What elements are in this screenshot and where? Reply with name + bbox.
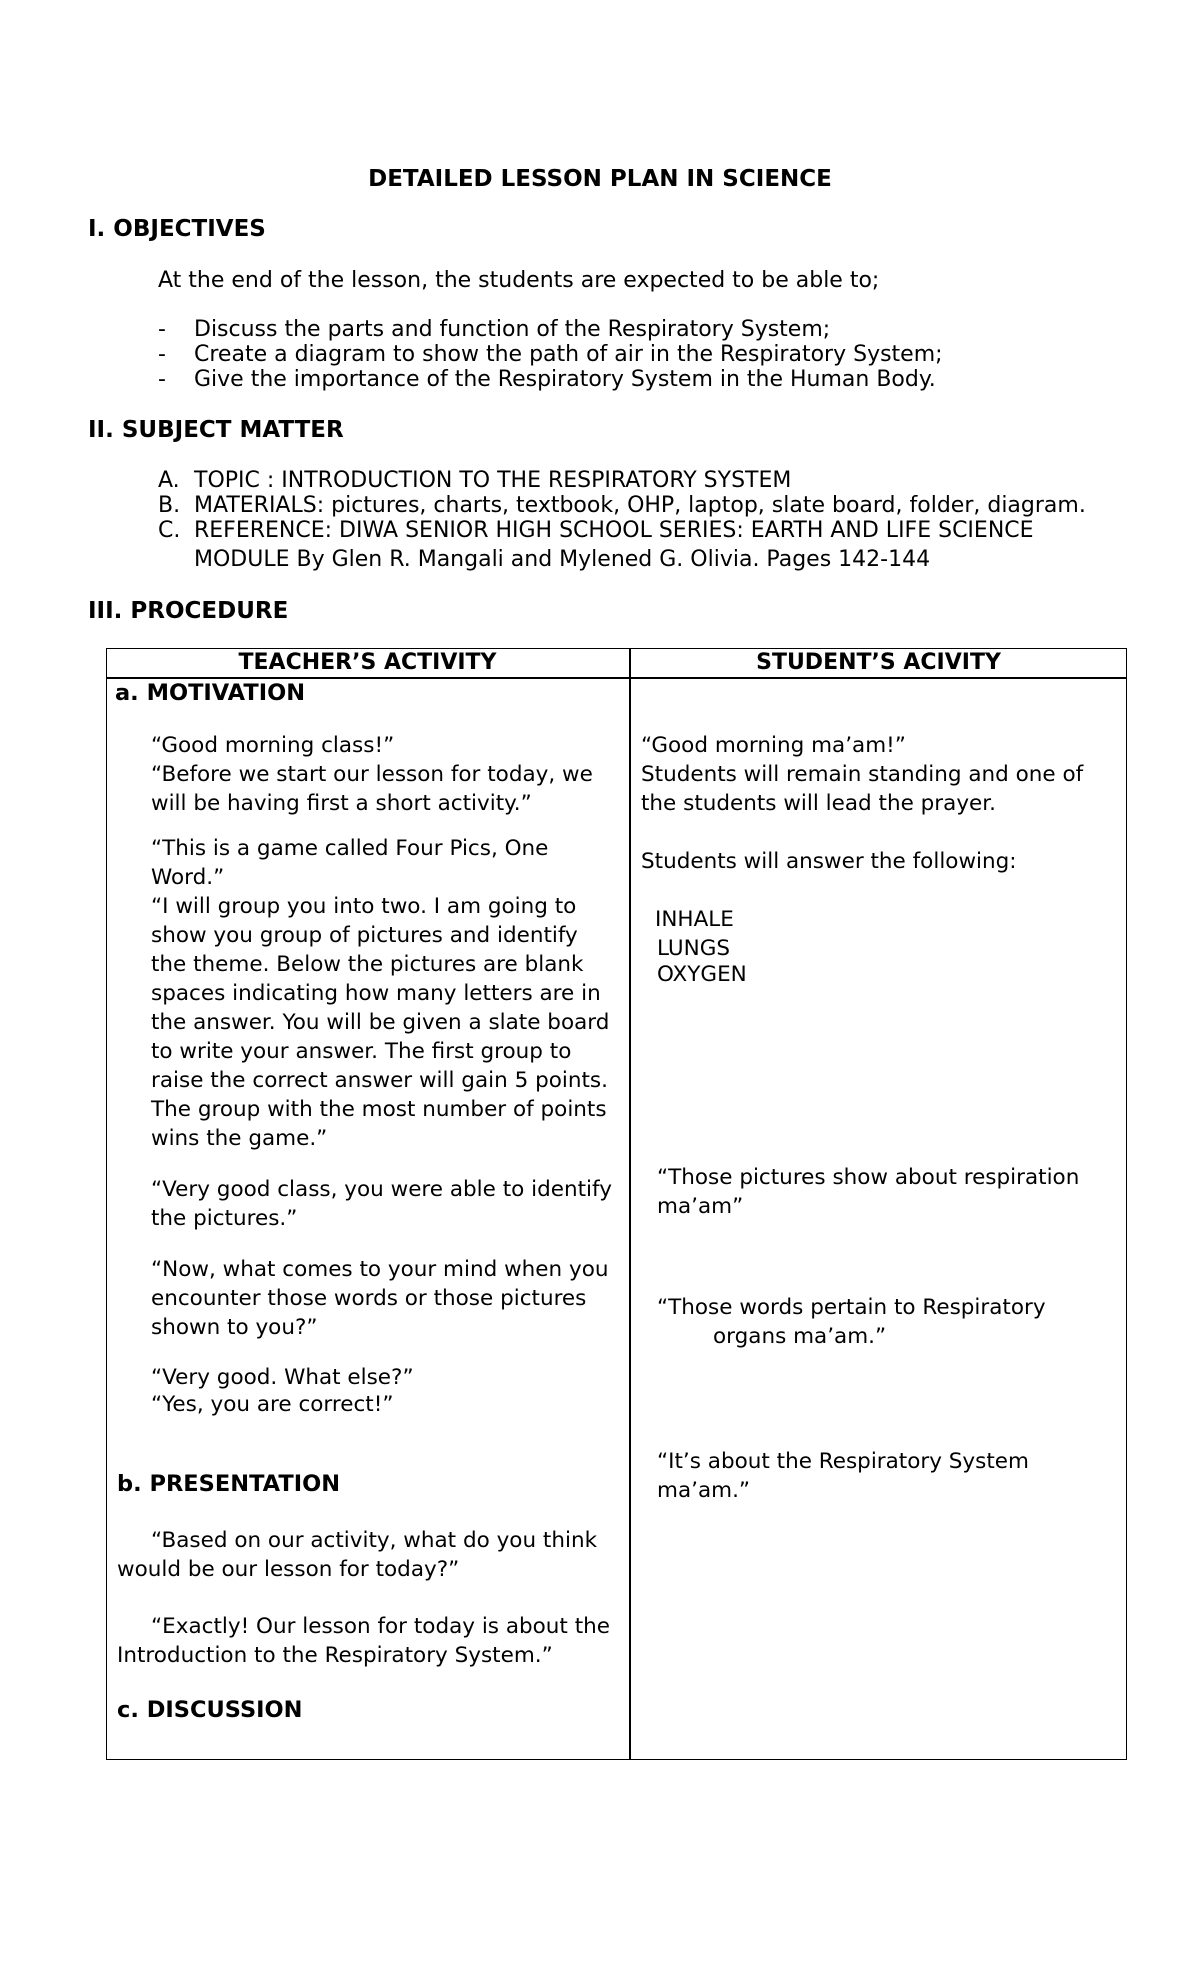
- teacher-line: show you group of pictures and identify: [151, 923, 578, 948]
- table-column-divider: [629, 648, 631, 1760]
- teacher-line: Word.”: [151, 865, 225, 890]
- student-line: “It’s about the Respiratory System: [657, 1449, 1029, 1474]
- teacher-line: Introduction to the Respiratory System.”: [117, 1643, 553, 1668]
- student-line: “Those pictures show about respiration: [657, 1165, 1080, 1190]
- objective-item: Give the importance of the Respiratory System in the Human Body.: [194, 367, 936, 392]
- student-line: the students will lead the prayer.: [641, 791, 996, 816]
- student-activity-header: STUDENT’S ACIVITY: [756, 650, 1001, 675]
- table-header-divider: [106, 677, 1127, 679]
- presentation-heading: b. PRESENTATION: [117, 1471, 341, 1497]
- teacher-line: to write your answer. The first group to: [151, 1039, 572, 1064]
- teacher-line: The group with the most number of points: [151, 1097, 607, 1122]
- teacher-line: spaces indicating how many letters are in: [151, 981, 601, 1006]
- bullet-dash: -: [158, 342, 166, 367]
- objectives-heading: I. OBJECTIVES: [88, 216, 266, 242]
- answer-word: LUNGS: [657, 936, 731, 961]
- teacher-line: “Now, what comes to your mind when you: [151, 1257, 609, 1282]
- teacher-line: raise the correct answer will gain 5 points.: [151, 1068, 608, 1093]
- bullet-dash: -: [158, 317, 166, 342]
- list-letter: C.: [158, 518, 181, 543]
- student-line: ma’am.”: [657, 1478, 751, 1503]
- teacher-line: “Very good. What else?”: [151, 1365, 414, 1390]
- student-line: ma’am”: [657, 1194, 744, 1219]
- subject-reference-continued: MODULE By Glen R. Mangali and Mylened G. Olivia. Pages 142-144: [194, 547, 931, 572]
- teacher-line: “Very good class, you were able to identify: [151, 1177, 612, 1202]
- subject-reference: REFERENCE: DIWA SENIOR HIGH SCHOOL SERIES: EARTH AND LIFE SCIENCE: [194, 518, 1034, 543]
- teacher-line: will be having first a short activity.”: [151, 791, 532, 816]
- subject-materials: MATERIALS: pictures, charts, textbook, OHP, laptop, slate board, folder, diagram.: [194, 493, 1086, 518]
- answer-word: INHALE: [655, 907, 734, 932]
- objective-item: Create a diagram to show the path of air in the Respiratory System;: [194, 342, 943, 367]
- teacher-line: “This is a game called Four Pics, One: [151, 836, 549, 861]
- teacher-line: “Based on our activity, what do you think: [151, 1528, 598, 1553]
- teacher-line: shown to you?”: [151, 1315, 318, 1340]
- student-line: Students will answer the following:: [641, 849, 1017, 874]
- teacher-line: “Exactly! Our lesson for today is about the: [151, 1614, 610, 1639]
- subject-topic: TOPIC : INTRODUCTION TO THE RESPIRATORY SYSTEM: [194, 468, 792, 493]
- motivation-heading: a. MOTIVATION: [115, 680, 306, 706]
- list-letter: B.: [158, 493, 181, 518]
- teacher-line: encounter those words or those pictures: [151, 1286, 587, 1311]
- teacher-line: “Good morning class!”: [151, 733, 395, 758]
- teacher-line: wins the game.”: [151, 1126, 328, 1151]
- student-line: “Good morning ma’am!”: [641, 733, 906, 758]
- objective-item: Discuss the parts and function of the Respiratory System;: [194, 317, 831, 342]
- student-line: Students will remain standing and one of: [641, 762, 1084, 787]
- document-title: DETAILED LESSON PLAN IN SCIENCE: [368, 166, 832, 192]
- student-line: “Those words pertain to Respiratory: [657, 1295, 1046, 1320]
- procedure-heading: III. PROCEDURE: [88, 598, 289, 624]
- discussion-heading: c. DISCUSSION: [117, 1697, 303, 1723]
- student-line: organs ma’am.”: [713, 1324, 887, 1349]
- subject-matter-heading: II. SUBJECT MATTER: [88, 417, 344, 443]
- teacher-activity-header: TEACHER’S ACTIVITY: [238, 650, 497, 675]
- objectives-intro: At the end of the lesson, the students are expected to be able to;: [158, 268, 880, 293]
- teacher-line: “Before we start our lesson for today, we: [151, 762, 593, 787]
- answer-word: OXYGEN: [657, 962, 747, 987]
- bullet-dash: -: [158, 367, 166, 392]
- teacher-line: the theme. Below the pictures are blank: [151, 952, 584, 977]
- teacher-line: would be our lesson for today?”: [117, 1557, 460, 1582]
- teacher-line: the pictures.”: [151, 1206, 298, 1231]
- list-letter: A.: [158, 468, 180, 493]
- teacher-line: “Yes, you are correct!”: [151, 1392, 394, 1417]
- teacher-line: the answer. You will be given a slate board: [151, 1010, 610, 1035]
- teacher-line: “I will group you into two. I am going to: [151, 894, 577, 919]
